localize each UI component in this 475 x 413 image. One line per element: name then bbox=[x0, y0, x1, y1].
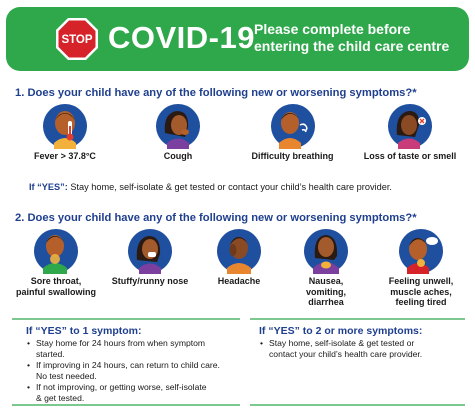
symptom-label: Sore throat, painful swallowing bbox=[15, 276, 96, 297]
header-note: Please complete before entering the child care centre bbox=[254, 21, 450, 54]
question-1-title: 1. Does your child have any of the following new or worsening symptoms?* bbox=[15, 87, 417, 99]
two-symptoms-list bbox=[259, 338, 464, 360]
list-item: • Stay home, self-isolate & get tested or contact your child’s health care provider. bbox=[259, 338, 464, 359]
page-title: COVID-19 bbox=[108, 20, 255, 55]
one-symptom-title: If “YES” to 1 symptom: bbox=[26, 325, 142, 337]
symptom-label: Stuffy/runny nose bbox=[111, 276, 189, 286]
symptom-label: Difficulty breathing bbox=[251, 151, 334, 161]
two-symptoms-title: If “YES” to 2 or more symptoms: bbox=[259, 325, 423, 337]
symptom-label: Cough bbox=[163, 151, 193, 161]
symptom-label: Headache bbox=[217, 276, 261, 286]
list-item: • Stay home for 24 hours from when symptom started. bbox=[26, 338, 246, 359]
symptom-label: Loss of taste or smell bbox=[363, 151, 457, 161]
list-item: • If not improving, or getting worse, self-isolate & get tested. bbox=[26, 382, 246, 403]
list-item: • If improving in 24 hours, can return to child care. No test needed. bbox=[26, 360, 246, 381]
if-yes-text: Stay home, self-isolate & get tested or contact your child’s health care provider. bbox=[70, 182, 392, 192]
stop-text: STOP bbox=[61, 34, 93, 46]
question-2-title: 2. Does your child have any of the following new or worsening symptoms?* bbox=[15, 212, 417, 224]
symptom-label: Nausea, vomiting, diarrhea bbox=[306, 276, 346, 307]
symptom-label: Fever > 37.8°C bbox=[34, 151, 96, 161]
symptom-label: Feeling unwell, muscle aches, feeling tired bbox=[388, 276, 454, 307]
one-symptom-list bbox=[26, 338, 246, 405]
if-yes-label: If “YES”: bbox=[29, 182, 68, 192]
